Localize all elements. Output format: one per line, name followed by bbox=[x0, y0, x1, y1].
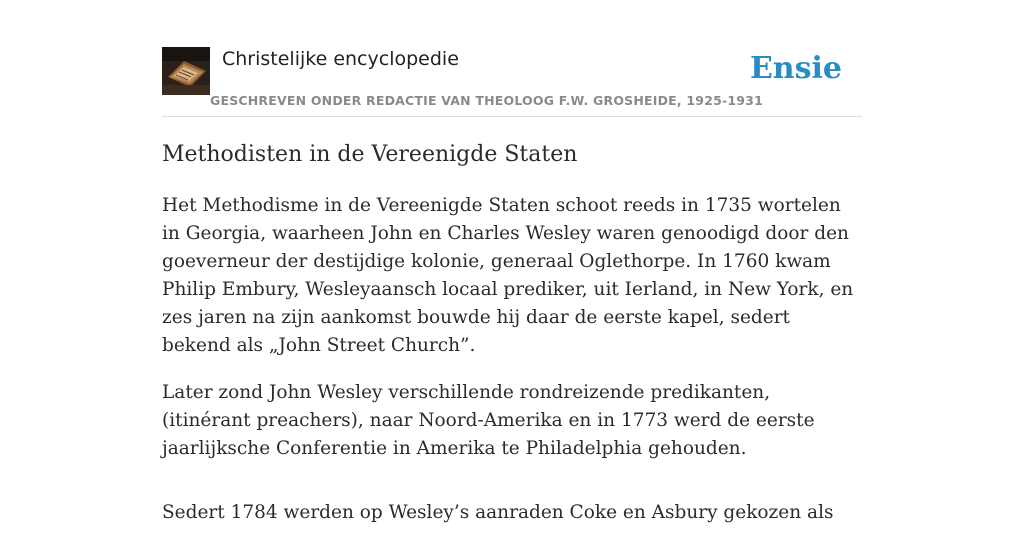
encyclopedia-title[interactable]: Christelijke encyclopedie bbox=[222, 48, 459, 70]
article-paragraph: Later zond John Wesley verschillende rondreizende predikanten, (itinérant preachers), naar Noord-Amerika en in 1773 werd de eerste jaarlijksche Conferentie in Amerika te Philadelphia gehouden. bbox=[162, 382, 815, 459]
article-paragraph: Sedert 1784 werden op Wesley’s aanraden Coke en Asbury gekozen als bbox=[162, 502, 834, 523]
book-cover-avatar[interactable] bbox=[162, 47, 210, 95]
article-paragraph: Het Methodisme in de Vereenigde Staten schoot reeds in 1735 wortelen in Georgia, waarheen John en Charles Wesley waren genoodigd door den goeverneur der destijdige kolonie, generaal Oglethorpe. In 1760 kwam Philip Embury, Wesleyaansch locaal prediker, uit Ierland, in New York, en zes jaren na zijn aankomst bouwde hij daar de eerste kapel, sedert bekend als „John Street Church”. bbox=[162, 195, 854, 356]
article-title: Methodisten in de Vereenigde Staten bbox=[162, 142, 578, 167]
book-cover-thumbnail-icon bbox=[162, 47, 210, 95]
ensie-logo[interactable]: Ensie bbox=[749, 51, 842, 86]
encyclopedia-subtitle: GESCHREVEN ONDER REDACTIE VAN THEOLOOG F.W. GROSHEIDE, 1925-1931 bbox=[210, 93, 763, 108]
article-body bbox=[162, 192, 862, 546]
encyclopedia-header bbox=[162, 47, 862, 117]
